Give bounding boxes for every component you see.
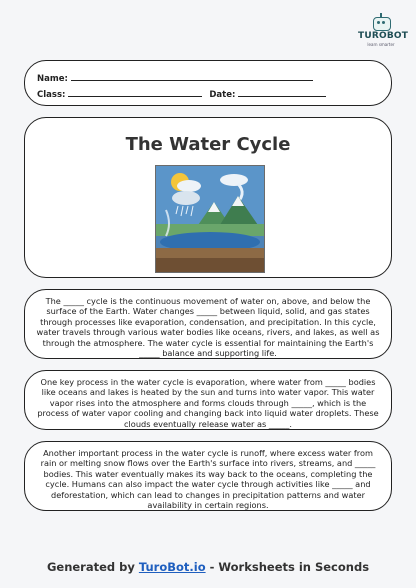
footer-suffix: - Worksheets in Seconds (205, 560, 370, 574)
title-card (24, 117, 392, 278)
paragraph-1: The _____ cycle is the continuous movement of water on, above, and below the surface of the Earth. Water changes _____ between liquid, solid, and gas states through processes like evaporation, condensation, and precipitation. In this cycle, water travels through various water bodies like oceans, rivers, and lakes, as well as through the atmosphere. The water cycle is essential for maintaining the Earth's _____ balance and supporting life. (36, 296, 380, 359)
paragraph-3: Another important process in the water cycle is runoff, where excess water from rain or melting snow flows over the Earth's surface into rivers, streams, and _____ bodies. This water eventually makes its way back to the oceans, completing the cycle. Humans can also impact the water cycle through activities like _____ and deforestation, which can lead to changes in precipitation patterns and water availability in certain regions. (40, 448, 376, 511)
logo-text: TUROBOT (358, 31, 409, 41)
footer (0, 560, 416, 574)
footer-prefix: Generated by (46, 560, 139, 574)
turobot-logo (358, 14, 409, 48)
paragraph-2-card (24, 370, 392, 430)
name-row (37, 72, 313, 84)
robot-icon (370, 14, 392, 30)
logo-subtext: learn smarter (367, 42, 395, 47)
paragraph-3-card (24, 441, 392, 511)
paragraph-1-card (24, 289, 392, 359)
class-date-row (37, 88, 326, 100)
date-label: Date: (209, 90, 236, 100)
worksheet-title: The Water Cycle (125, 134, 291, 155)
paragraph-2: One key process in the water cycle is evaporation, where water from _____ bodies like oceans and lakes is heated by the sun and turns into water vapor. This water vapor rises into the atmosphere and forms clouds through _____, which is the process of water vapor cooling and changing back into liquid water droplets. These clouds eventually release water as _____. (37, 377, 379, 429)
class-label: Class: (37, 90, 66, 100)
date-field[interactable] (238, 88, 326, 97)
name-field[interactable] (71, 72, 313, 81)
student-info-card (24, 60, 392, 106)
water-cycle-illustration (155, 165, 265, 273)
class-field[interactable] (68, 88, 202, 97)
name-label: Name: (37, 74, 68, 84)
turobot-link[interactable]: TuroBot.io (138, 560, 206, 574)
